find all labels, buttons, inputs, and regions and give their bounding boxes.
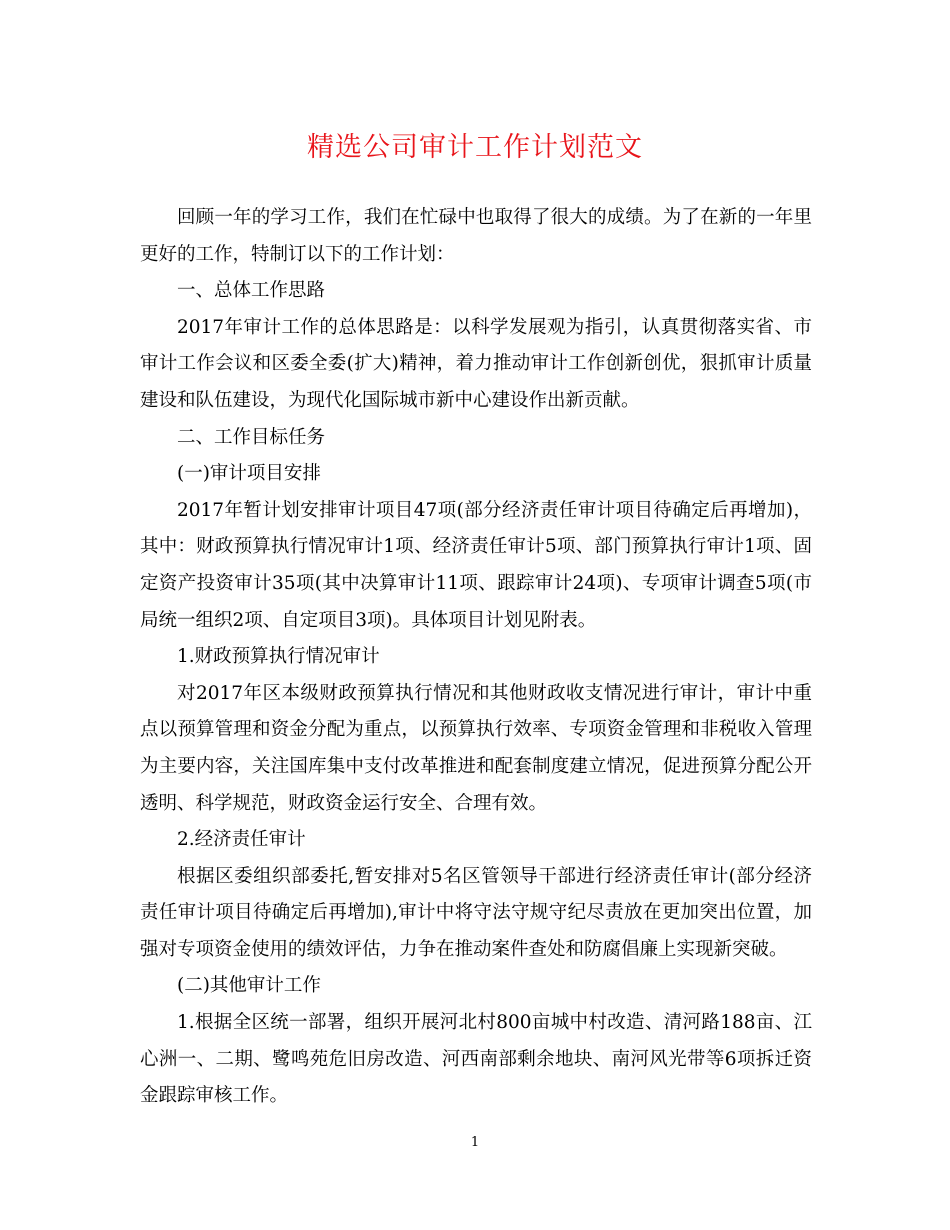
paragraph-other-audit-work-1: 1.根据全区统一部署，组织开展河北村800亩城中村改造、清河路188亩、江心洲一、二期、鹭鸣苑危旧房改造、河西南部剩余地块、南河风光带等6项拆迁资金跟踪审核工作。 <box>140 1012 812 1107</box>
document-title: 精选公司审计工作计划范文 <box>307 132 643 163</box>
subheading-audit-projects: (一)审计项目安排 <box>177 463 321 485</box>
subheading-other-audit-work: (二)其他审计工作 <box>177 975 321 997</box>
page-number: 1 <box>470 1135 480 1150</box>
heading-overall-approach: 一、总体工作思路 <box>177 280 326 302</box>
heading-work-goals: 二、工作目标任务 <box>177 426 326 448</box>
paragraph-audit-projects: 2017年暂计划安排审计项目47项(部分经济责任审计项目待确定后再增加)，其中：财政预算执行情况审计1项、经济责任审计5项、部门预算执行审计1项、固定资产投资审计35项(其中决算审计11项、跟踪审计24项)、专项审计调查5项(市局统一组织2项、自定项目3项)。具体项目计划见附表。 <box>140 499 812 631</box>
item-budget-audit-heading: 1.财政预算执行情况审计 <box>177 646 380 668</box>
paragraph-budget-audit: 对2017年区本级财政预算执行情况和其他财政收支情况进行审计，审计中重点以预算管理和资金分配为重点，以预算执行效率、专项资金管理和非税收入管理为主要内容，关注国库集中支付改革推进和配套制度建立情况，促进预算分配公开透明、科学规范，财政资金运行安全、合理有效。 <box>140 682 812 814</box>
document-body <box>140 200 812 1115</box>
item-economic-responsibility-heading: 2.经济责任审计 <box>177 829 306 851</box>
paragraph-economic-responsibility: 根据区委组织部委托,暂安排对5名区管领导干部进行经济责任审计(部分经济责任审计项目待确定后再增加),审计中将守法守规守纪尽责放在更加突出位置，加强对专项资金使用的绩效评估，力争在推动案件查处和防腐倡廉上实现新突破。 <box>140 865 812 960</box>
paragraph-intro: 回顾一年的学习工作，我们在忙碌中也取得了很大的成绩。为了在新的一年里更好的工作，特制订以下的工作计划： <box>140 207 812 265</box>
paragraph-overall-approach: 2017年审计工作的总体思路是：以科学发展观为指引，认真贯彻落实省、市审计工作会议和区委全委(扩大)精神，着力推动审计工作创新创优，狠抓审计质量建设和队伍建设，为现代化国际城市新中心建设作出新贡献。 <box>140 316 812 411</box>
